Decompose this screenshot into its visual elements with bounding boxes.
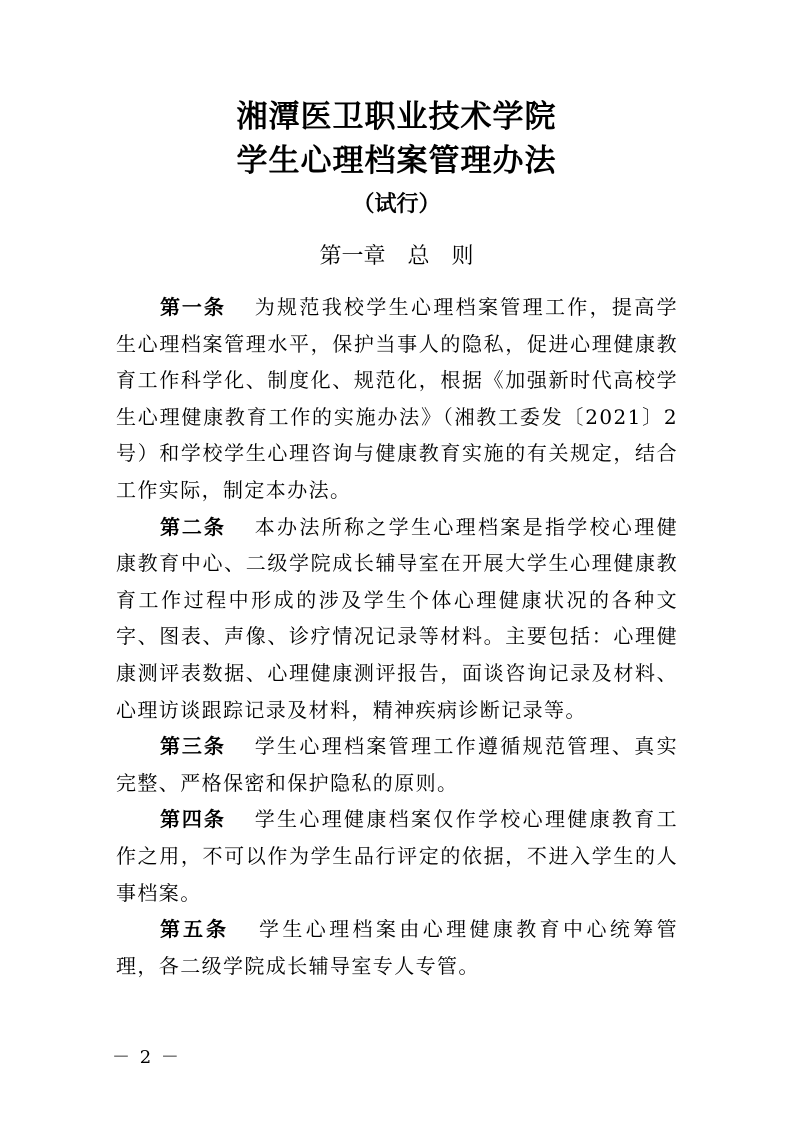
article-4 xyxy=(116,801,678,911)
article-list xyxy=(116,289,678,984)
article-label: 第二条 xyxy=(160,514,226,539)
chapter-heading xyxy=(0,240,793,274)
article-text: 学生心理健康档案仅作学校心理健康教育工作之用，不可以作为学生品行评定的依据，不进入学生的人事档案。 xyxy=(116,807,678,905)
page-number: － 2 － xyxy=(112,1047,181,1068)
article-label: 第五条 xyxy=(160,917,229,942)
article-3 xyxy=(116,728,678,801)
article-5 xyxy=(116,911,678,984)
article-label: 第四条 xyxy=(160,807,226,832)
article-label: 第一条 xyxy=(160,295,226,319)
article-text: 学生心理档案管理工作遵循规范管理、真实完整、严格保密和保护隐私的原则。 xyxy=(116,734,678,795)
chapter-number: 第一章 xyxy=(319,244,386,269)
article-text: 为规范我校学生心理档案管理工作，提高学生心理档案管理水平，保护当事人的隐私，促进心理健康教育工作科学化、制度化、规范化，根据《加强新时代高校学生心理健康教育工作的实施办法》（湘教工委发〔2021〕2 号）和学校学生心理咨询与健康教育实施的有关规定，结合工作实际，制定本办法。 xyxy=(116,295,678,502)
article-2 xyxy=(116,509,678,729)
document-subtitle: （试行） xyxy=(352,192,441,217)
article-text: 学生心理档案由心理健康教育中心统筹管理，各二级学院成长辅导室专人专管。 xyxy=(116,917,679,978)
article-1 xyxy=(116,289,678,509)
article-text: 本办法所称之学生心理档案是指学校心理健康教育中心、二级学院成长辅导室在开展大学生心理健康教育工作过程中形成的涉及学生个体心理健康状况的各种文字、图表、声像、诊疗情况记录等材料。主要包括：心理健康测评表数据、心理健康测评报告，面谈咨询记录及材料、心理访谈跟踪记录及材料，精神疾病诊断记录等。 xyxy=(116,514,678,722)
article-label: 第三条 xyxy=(160,734,226,759)
document-title-line2: 学生心理档案管理办法 xyxy=(236,143,557,179)
chapter-name: 总 则 xyxy=(407,244,474,269)
document-title-line1: 湘潭医卫职业技术学院 xyxy=(236,99,557,135)
